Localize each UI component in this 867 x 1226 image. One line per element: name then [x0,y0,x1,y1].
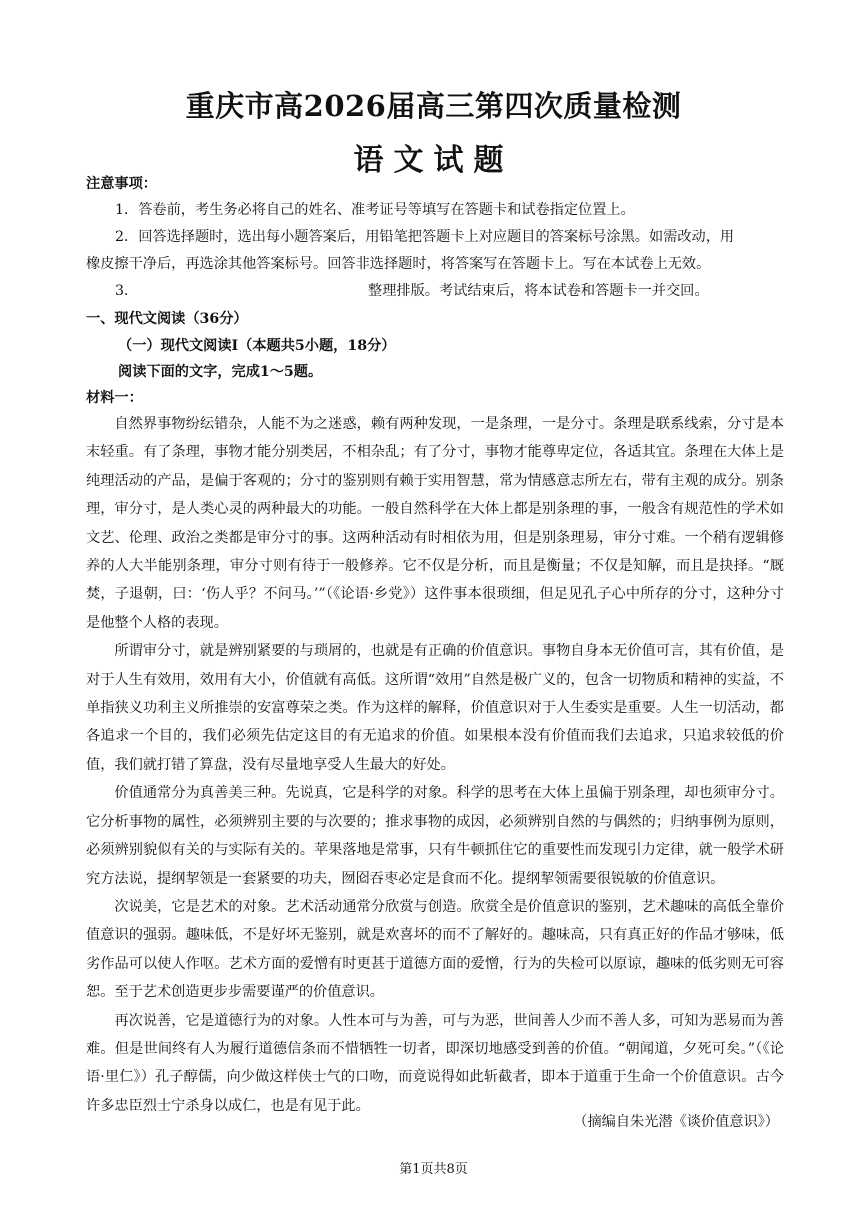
section-subheading: （一）现代文阅读Ⅰ（本题共5小题，18分） [118,338,396,354]
passage-paragraph-4: 次说美，它是艺术的对象。艺术活动通常分欣赏与创造。欣赏全是价值意识的鉴别，艺术趣味的高低全靠价值意识的强弱。趣味低，不是好坏无鉴别，就是欢喜坏的而不了解好的。趣味高，只有真正好的作品才够味，低劣作品可以使人作呕。艺术方面的爱憎有时更甚于道德方面的爱憎，行为的失检可以原谅，趣味的低劣则无可容恕。至于艺术创造更步步需要谨严的价值意识。 [86,898,784,1001]
notice-item-3-number: 3． [115,283,139,299]
passage-source: （摘编自朱光潜《谈价值意识》） [573,1114,779,1130]
passage-paragraph-2: 所谓审分寸，就是辨别紧要的与琐屑的，也就是有正确的价值意识。事物自身本无价值可言，其有价值，是对于人生有效用，效用有大小，价值就有高低。这所谓“效用”自然是极广义的，包含一切物质和精神的实益，不单指狭义功利主义所推崇的安富尊荣之类。作为这样的解释，价值意识对于人生委实是重要。人生一切活动，都各追求一个目的，我们必须先估定这目的有无追求的价值。如果根本没有价值而我们去追求，只追求较低的价值，我们就打错了算盘，没有尽量地享受人生最大的好处。 [86,643,784,773]
passage-paragraph-5: 再次说善，它是道德行为的对象。人性本可与为善，可与为恶，世间善人少而不善人多，可知为恶易而为善难。但是世间终有人为履行道德信条而不惜牺牲一切者，即深切地感受到善的价值。“朝闻道，夕死可矣。”（《论语·里仁》）孔子醇儒，向少做这样侠士气的口吻，而竟说得如此斩截者，即本于道重于生命一个价值意识。古今许多忠臣烈士宁杀身以成仁，也是有见于此。 [86,1012,784,1114]
notice-item-1: 1．答卷前，考生务必将自己的姓名、准考证号等填写在答题卡和试卷指定位置上。 [115,202,635,218]
page-footer: 第1页共8页 [399,1162,468,1177]
material-label: 材料一： [86,390,143,406]
notice-item-3-text: 整理排版。考试结束后，将本试卷和答题卡一并交回。 [368,283,709,299]
subject-title: 语文试题 [353,143,514,178]
notice-item-2-line-2: 橡皮擦干净后，再选涂其他答案标号。回答非选择题时，将答案写在答题卡上。写在本试卷上无效。 [86,256,711,272]
passage-paragraph-1: 自然界事物纷纭错杂，人能不为之迷惑，赖有两种发现，一是条理，一是分寸。条理是联系线索，分寸是本末轻重。有了条理，事物才能分别类居，不相杂乱；有了分寸，事物才能尊卑定位，各适其宜。条理在大体上是纯理活动的产品，是偏于客观的；分寸的鉴别则有赖于实用智慧，常为情感意志所左右，带有主观的成分。别条理，审分寸，是人类心灵的两种最大的功能。一般自然科学在大体上都是别条理的事，一般含有规范性的学术如文艺、伦理、政治之类都是审分寸的事。这两种活动有时相依为用，但是别条理易，审分寸难。一个稍有逻辑修养的人大半能别条理，审分寸则有待于一般修养。它不仅是分析，而且是衡量；不仅是知解，而且是抉择。“厩焚，子退朝，曰：‘伤人乎？不问马。’”（《论语·乡党》）这件事本很琐细，但足见孔子心中所存的分寸，这种分寸是他整个人格的表现。 [86,416,784,631]
passage-paragraph-3: 价值通常分为真善美三种。先说真，它是科学的对象。科学的思考在大体上虽偏于别条理，却也须审分寸。它分析事物的属性，必须辨别主要的与次要的；推求事物的成因，必须辨别自然的与偶然的；归纳事例为原则，必须辨别貌似有关的与实际有关的。苹果落地是常事，只有牛顿抓住它的重要性而发现引力定律，就一般学术研究方法说，提纲挈领是一套紧要的功夫，囫囵吞枣必定是食而不化。提纲挈领需要很锐敏的价值意识。 [86,785,784,887]
exam-title: 重庆市高2026届高三第四次质量检测 [185,89,682,123]
section-heading: 一、现代文阅读（36分） [86,311,248,327]
passage-body [86,410,784,1120]
reading-instruction: 阅读下面的文字，完成1～5题。 [118,364,323,380]
notice-item-2-line-1: 2．回答选择题时，选出每小题答案后，用铅笔把答题卡上对应题目的答案标号涂黑。如需改动，用 [115,229,735,245]
notice-heading: 注意事项： [86,176,157,192]
